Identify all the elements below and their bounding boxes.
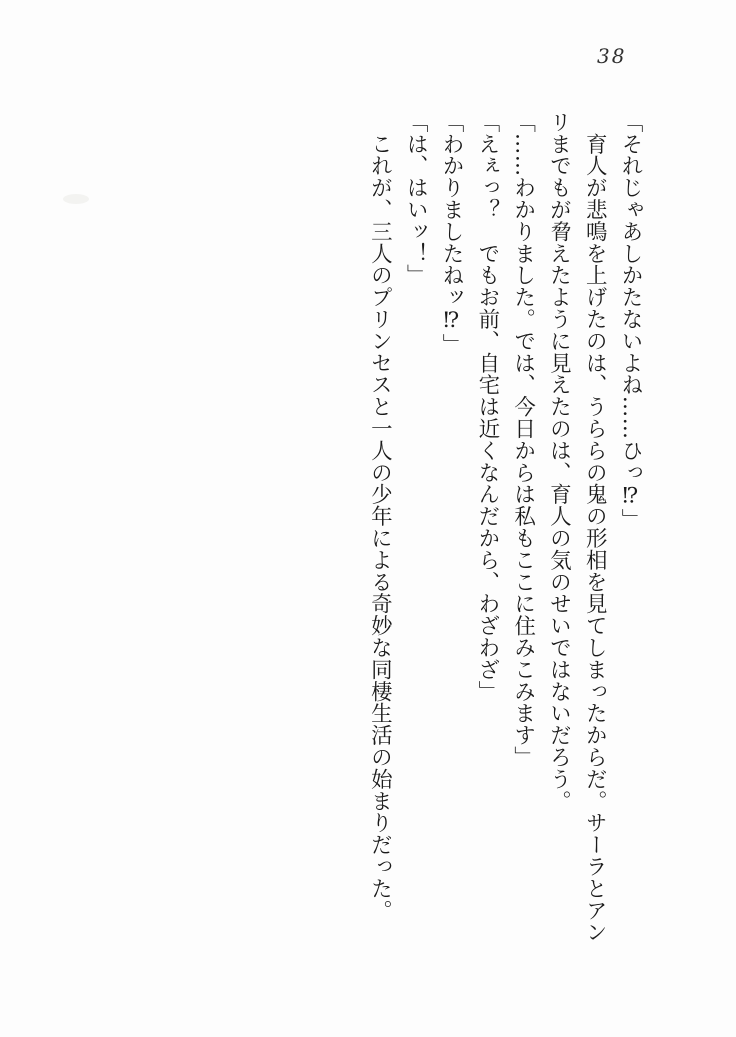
- page-number: 38: [597, 44, 627, 68]
- text-column-5: 「えぇっ？ でもお前、自宅は近くなんだから、わざわざ」: [474, 111, 500, 703]
- vertical-text-block: [362, 111, 648, 943]
- text-column-7: 「は、はいッ！」: [403, 111, 429, 287]
- text-column-8: これが、三人のプリンセスと一人の少年による奇妙な同棲生活の始まりだった。: [367, 111, 393, 922]
- scan-artifact: [63, 194, 89, 204]
- text-column-6: 「わかりましたねッ⁉」: [439, 111, 465, 356]
- text-column-1: 「それじゃあしかたないよね……ひっ⁉」: [618, 111, 643, 531]
- text-column-2: 育人が悲鳴を上げたのは、うららの鬼の形相を見てしまったからだ。サーラとアン: [582, 111, 608, 944]
- text-column-4: 「……わかりました。では、今日からは私もここに住みこみます」: [510, 111, 536, 768]
- text-column-3: リまでもが脅えたように見えたのは、育人の気のせいではないだろう。: [546, 111, 572, 812]
